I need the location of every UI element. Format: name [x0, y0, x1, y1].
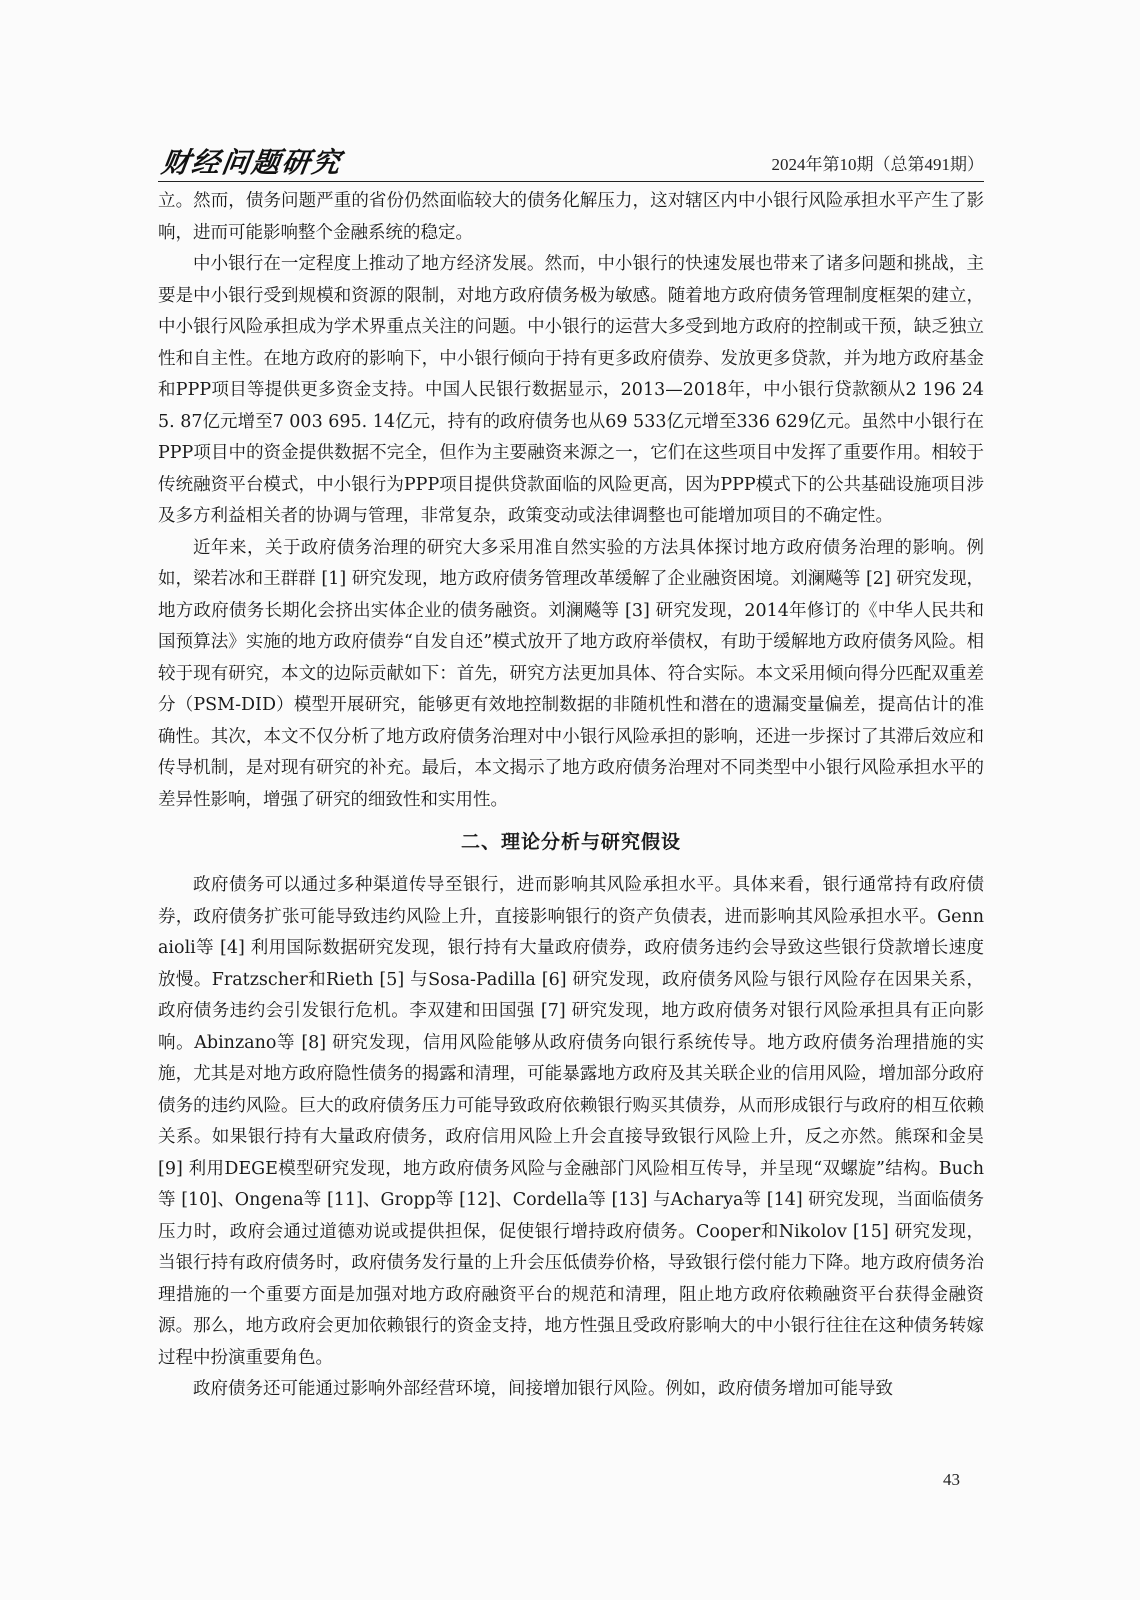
paragraph: 中小银行在一定程度上推动了地方经济发展。然而，中小银行的快速发展也带来了诸多问题和挑战，主要是中小银行受到规模和资源的限制，对地方政府债务极为敏感。随着地方政府债务管理制度框架的建立，中小银行风险承担成为学术界重点关注的问题。中小银行的运营大多受到地方政府的控制或干预，缺乏独立性和自主性。在地方政府的影响下，中小银行倾向于持有更多政府债券、发放更多贷款，并为地方政府基金和PPP项目等提供更多资金支持。中国人民银行数据显示，2013—2018年，中小银行贷款额从2 196 245. 87亿元增至7 003 695. 14亿元，持有的政府债务也从69 533亿元增至336 629亿元。虽然中小银行在PPP项目中的资金提供数据不完全，但作为主要融资来源之一，它们在这些项目中发挥了重要作用。相较于传统融资平台模式，中小银行为PPP项目提供贷款面临的风险更高，因为PPP模式下的公共基础设施项目涉及多方利益相关者的协调与管理，非常复杂，政策变动或法律调整也可能增加项目的不确定性。: [158, 254, 984, 526]
issue-info: 2024年第10期（总第491期）: [771, 155, 984, 174]
article-body: [158, 186, 984, 1406]
paragraph: 政府债务可以通过多种渠道传导至银行，进而影响其风险承担水平。具体来看，银行通常持有政府债券，政府债务扩张可能导致违约风险上升，直接影响银行的资产负债表，进而影响其风险承担水平。Gennaioli等 [4] 利用国际数据研究发现，银行持有大量政府债券，政府债务违约会导致这些银行贷款增长速度放慢。Fratzscher和Rieth [5] 与Sosa-Padilla [6] 研究发现，政府债务风险与银行风险存在因果关系，政府债务违约会引发银行危机。李双建和田国强 [7] 研究发现，地方政府债务对银行风险承担具有正向影响。Abinzano等 [8] 研究发现，信用风险能够从政府债务向银行系统传导。地方政府债务治理措施的实施，尤其是对地方政府隐性债务的揭露和清理，可能暴露地方政府及其关联企业的信用风险，增加部分政府债务的违约风险。巨大的政府债务压力可能导致政府依赖银行购买其债券，从而形成银行与政府的相互依赖关系。如果银行持有大量政府债务，政府信用风险上升会直接导致银行风险上升，反之亦然。熊琛和金昊 [9] 利用DEGE模型研究发现，地方政府债务风险与金融部门风险相互传导，并呈现“双螺旋”结构。Buch等 [10]、Ongena等 [11]、Gropp等 [12]、Cordella等 [13] 与Acharya等 [14] 研究发现，当面临债务压力时，政府会通过道德劝说或提供担保，促使银行增持政府债务。Cooper和Nikolov [15] 研究发现，当银行持有政府债务时，政府债务发行量的上升会压低债券价格，导致银行偿付能力下降。地方政府债务治理措施的一个重要方面是加强对地方政府融资平台的规范和清理，阻止地方政府依赖融资平台获得金融资源。那么，地方政府会更加依赖银行的资金支持，地方性强且受政府影响大的中小银行往往在这种债务转嫁过程中扮演重要角色。: [158, 875, 984, 1368]
paragraph: 近年来，关于政府债务治理的研究大多采用准自然实验的方法具体探讨地方政府债务治理的影响。例如，梁若冰和王群群 [1] 研究发现，地方政府债务管理改革缓解了企业融资困境。刘澜飚等 [2] 研究发现，地方政府债务长期化会挤出实体企业的债务融资。刘澜飚等 [3] 研究发现，2014年修订的《中华人民共和国预算法》实施的地方政府债券“自发自还”模式放开了地方政府举债权，有助于缓解地方政府债务风险。相较于现有研究，本文的边际贡献如下：首先，研究方法更加具体、符合实际。本文采用倾向得分匹配双重差分（PSM-DID）模型开展研究，能够更有效地控制数据的非随机性和潜在的遗漏变量偏差，提高估计的准确性。其次，本文不仅分析了地方政府债务治理对中小银行风险承担的影响，还进一步探讨了其滞后效应和传导机制，是对现有研究的补充。最后，本文揭示了地方政府债务治理对不同类型中小银行风险承担水平的差异性影响，增强了研究的细致性和实用性。: [158, 537, 984, 810]
section-heading: 二、理论分析与研究假设: [460, 831, 681, 853]
paragraph-continued: 立。然而，债务问题严重的省份仍然面临较大的债务化解压力，这对辖区内中小银行风险承担水平产生了影响，进而可能影响整个金融系统的稳定。: [158, 191, 984, 243]
page-number: 43: [943, 1470, 960, 1489]
journal-logo: 财经问题研究: [159, 146, 345, 179]
paragraph: 政府债务还可能通过影响外部经营环境，间接增加银行风险。例如，政府债务增加可能导致: [193, 1379, 893, 1399]
running-header: [158, 141, 984, 182]
